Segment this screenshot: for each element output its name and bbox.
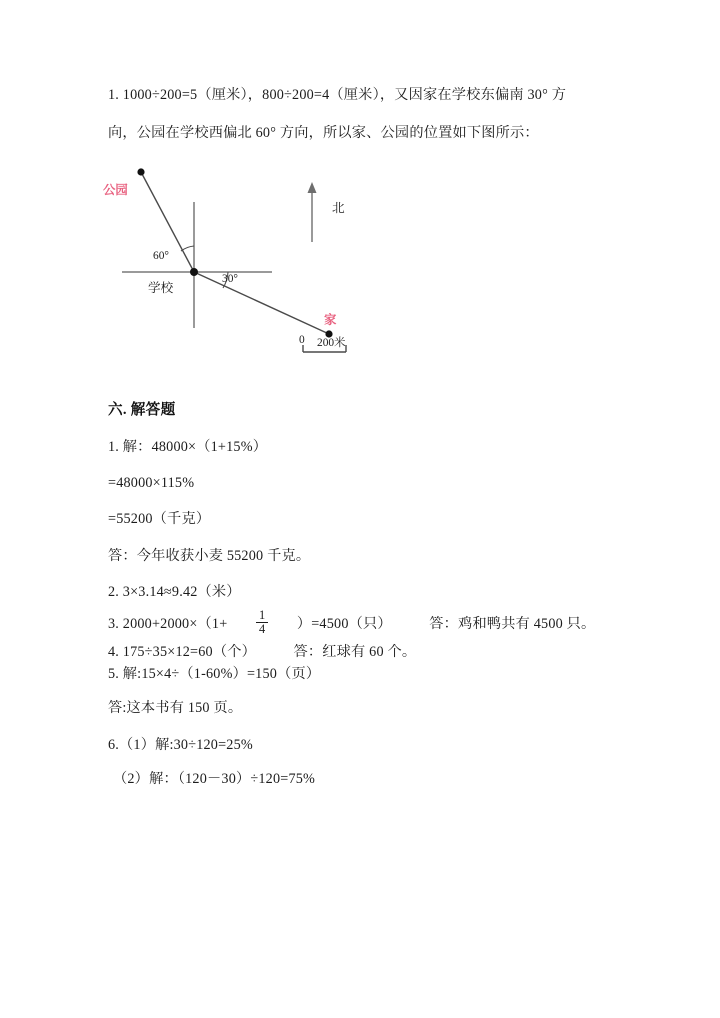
figure-angle-30: 30°	[222, 273, 238, 285]
answer-line-q4	[108, 644, 416, 659]
answer-line-q6-part1: 6.（1）解:30÷120=25%	[108, 737, 253, 753]
answer3-suffix: ）=4500（只）	[296, 615, 392, 632]
figure-label-home: 家	[324, 313, 337, 327]
answer3-prefix: 3. 2000+2000×（1+	[108, 615, 228, 632]
figure-label-park: 公园	[103, 183, 128, 197]
angle-arc-60	[181, 246, 194, 251]
north-arrow-head	[308, 182, 317, 193]
solution-geometry-line-1: 1. 1000÷200=5（厘米），800÷200=4（厘米），又因家在学校东偏南 30° 方	[108, 87, 567, 103]
answer-line-q5-work: 5. 解:15×4÷（1-60%）=150（页）	[108, 666, 321, 682]
figure-scale-value: 200米	[317, 337, 346, 349]
solution-geometry-line-2: 向，公园在学校西偏北 60° 方向，所以家、公园的位置如下图所示：	[108, 125, 539, 141]
section-heading: 六. 解答题	[108, 402, 176, 418]
fraction-numerator: 1	[258, 608, 266, 622]
answer3-answer: 答：鸡和鸭共有 4500 只。	[429, 615, 596, 632]
point-school	[190, 268, 198, 276]
answer-line-q3	[108, 610, 595, 638]
answer-line-q1a: 1. 解：48000×（1+15%）	[108, 439, 268, 455]
figure-label-north: 北	[332, 201, 345, 215]
answer-line-q5-answer: 答:这本书有 150 页。	[108, 700, 243, 716]
answer-line-q1d: 答：今年收获小麦 55200 千克。	[108, 548, 311, 564]
answer-line-q1c: =55200（千克）	[108, 511, 211, 527]
diagram-svg	[100, 160, 400, 370]
direction-scale-diagram	[100, 160, 400, 370]
figure-angle-60: 60°	[153, 250, 169, 262]
answer4-work: 4. 175÷35×12=60（个）	[108, 643, 256, 660]
fraction-denominator: 4	[256, 622, 268, 636]
figure-scale-zero: 0	[299, 334, 305, 346]
answer-line-q2: 2. 3×3.14≈9.42（米）	[108, 584, 241, 600]
answer-line-q1b: =48000×115%	[108, 475, 195, 491]
answer4-answer: 答：红球有 60 个。	[293, 643, 417, 660]
ray-to-home	[194, 272, 329, 334]
figure-label-school: 学校	[148, 281, 174, 295]
fraction-one-quarter	[256, 609, 268, 637]
point-park	[137, 168, 144, 175]
answer-line-q6-part2: （2）解：（120－30）÷120=75%	[113, 771, 316, 787]
